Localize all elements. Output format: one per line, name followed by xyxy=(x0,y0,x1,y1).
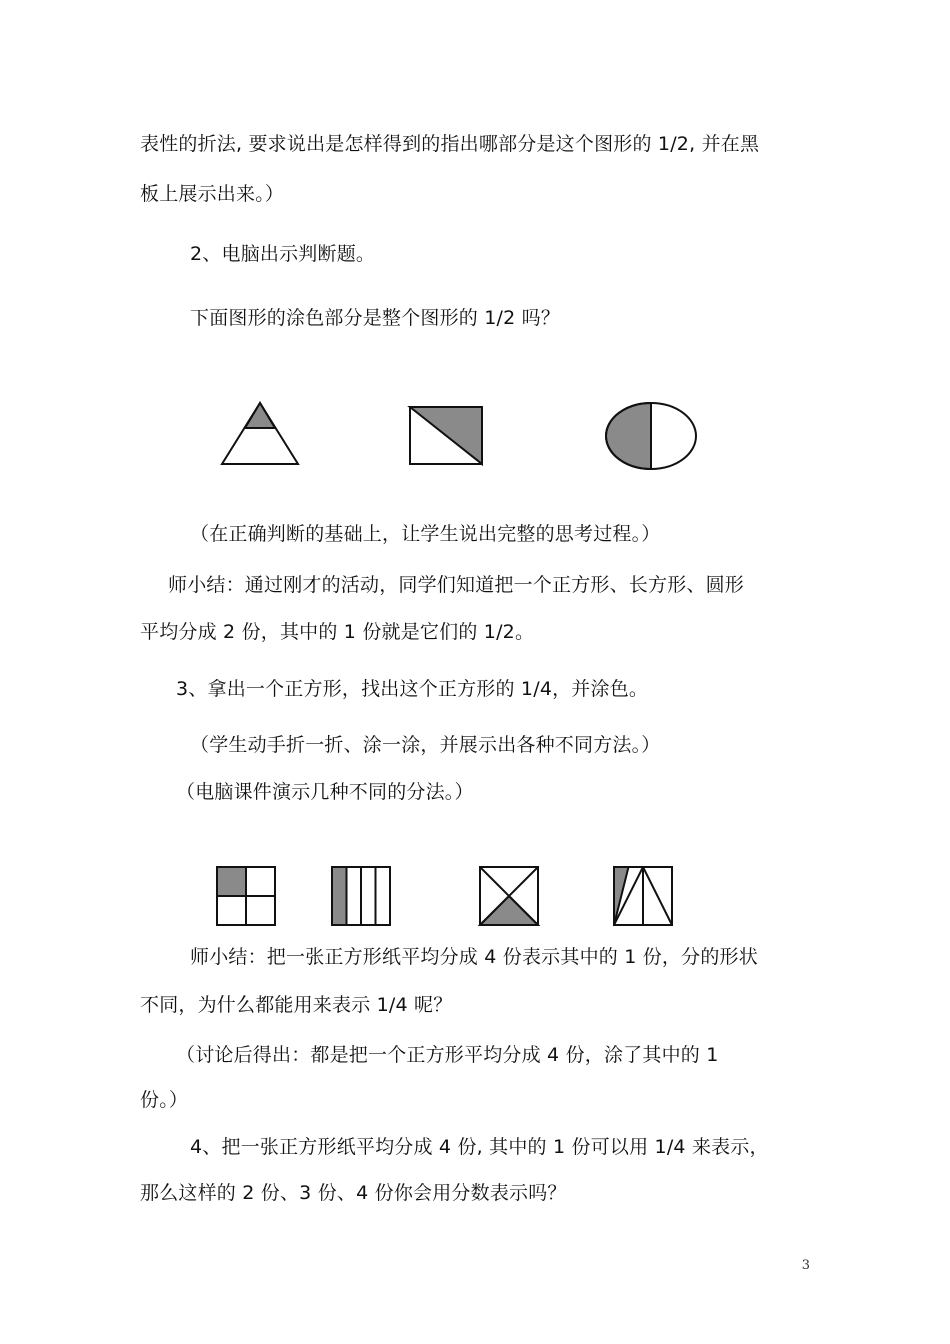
quarter-figures xyxy=(210,858,680,933)
triangle-figure xyxy=(222,403,298,464)
square-strips-figure xyxy=(332,867,390,925)
question-heading: 3、拿出一个正方形，找出这个正方形的 1/4，并涂色。 xyxy=(176,678,649,700)
paragraph-line: 表性的折法, 要求说出是怎样得到的指出哪部分是这个图形的 1/2, 并在黑 xyxy=(140,133,760,155)
square-triangles-figure xyxy=(614,867,672,925)
paragraph-line: 份。） xyxy=(140,1089,189,1111)
paragraph-line: （讨论后得出：都是把一个正方形平均分成 4 份，涂了其中的 1 xyxy=(176,1044,719,1066)
summary-line: 师小结：通过刚才的活动，同学们知道把一个正方形、长方形、圆形 xyxy=(168,574,745,596)
question-heading: 2、电脑出示判断题。 xyxy=(190,243,376,265)
question-text: 下面图形的涂色部分是整个图形的 1/2 吗？ xyxy=(190,307,561,329)
question-heading: 4、把一张正方形纸平均分成 4 份, 其中的 1 份可以用 1/4 来表示， xyxy=(190,1136,769,1158)
page-number: 3 xyxy=(801,1258,810,1273)
half-figures xyxy=(215,395,705,475)
paragraph-line: 板上展示出来。） xyxy=(140,183,285,205)
rectangle-figure xyxy=(410,407,482,464)
summary-line: 不同，为什么都能用来表示 1/4 呢？ xyxy=(140,994,453,1016)
paragraph-line: （在正确判断的基础上，让学生说出完整的思考过程。） xyxy=(190,523,661,545)
paragraph-line: 那么这样的 2 份、3 份、4 份你会用分数表示吗？ xyxy=(140,1182,567,1204)
square-quadrants-figure xyxy=(217,867,275,925)
circle-figure xyxy=(606,403,696,469)
summary-line: 平均分成 2 份，其中的 1 份就是它们的 1/2。 xyxy=(140,621,535,643)
paragraph-line: （学生动手折一折、涂一涂，并展示出各种不同方法。） xyxy=(190,734,661,756)
paragraph-line: （电脑课件演示几种不同的分法。） xyxy=(176,781,474,803)
summary-line: 师小结：把一张正方形纸平均分成 4 份表示其中的 1 份，分的形状 xyxy=(190,946,758,968)
square-diagonals-figure xyxy=(480,867,538,925)
